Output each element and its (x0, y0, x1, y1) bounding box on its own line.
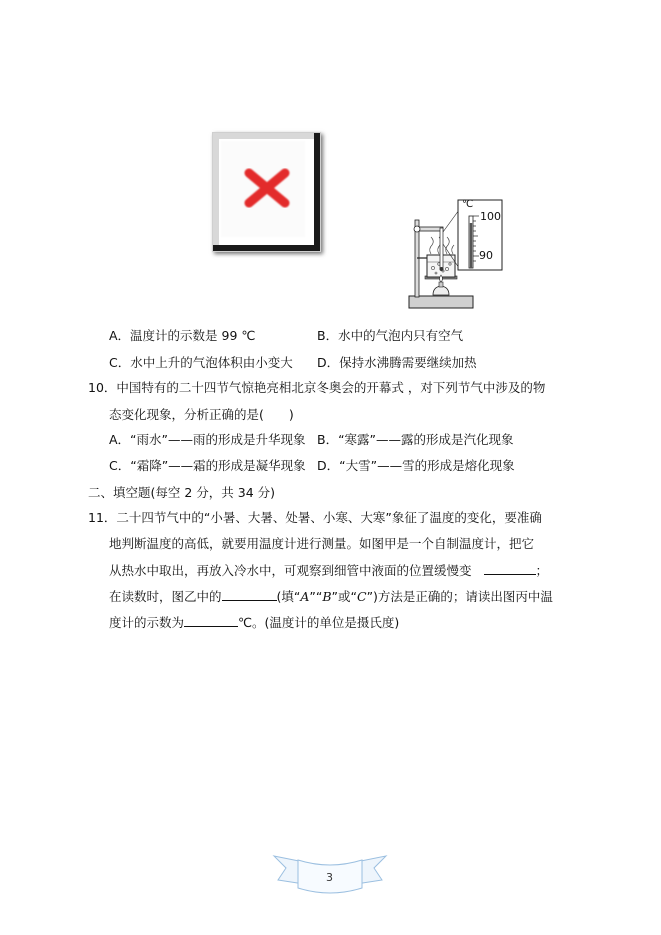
q10-option-c: C．“霜降”——霜的形成是凝华现象 (109, 458, 306, 473)
q11-line4 (109, 587, 553, 606)
thermometer-unit-label: ℃ (462, 199, 474, 210)
answer-blank-2[interactable] (222, 587, 277, 601)
red-x-icon (243, 168, 291, 208)
q11-line2: 地判断温度的高低，就要用温度计进行测量。如图甲是一个自制温度计，把它 (109, 536, 535, 551)
section-heading-fill-in: 二、填空题(每空 2 分，共 34 分) (88, 485, 276, 500)
q11-line4-text: 在读数时，图乙中的 (109, 589, 222, 604)
q10-option-d: D．“大雪”——雪的形成是熔化现象 (317, 458, 515, 473)
page-number: 3 (326, 871, 333, 884)
answer-blank-1[interactable] (484, 561, 536, 575)
q10-stem-line1: 10．中国特有的二十四节气惊艳亮相北京冬奥会的开幕式 ，对下列节气中涉及的物 (88, 380, 546, 395)
q11-line5-post: ℃。(温度计的单位是摄氏度) (238, 615, 400, 630)
answer-blank-3[interactable] (184, 613, 238, 627)
option-letter-a: A (300, 589, 310, 604)
q10-stem-line2: 态变化现象，分析正确的是( ) (109, 407, 294, 422)
q9-option-a: A．温度计的示数是 99 ℃ (109, 328, 256, 343)
broken-image-placeholder (212, 132, 321, 252)
q11-line3-text: 从热水中取出，再放入冷水中，可观察到细管中液面的位置缓慢变 (109, 563, 472, 578)
q11-line3 (109, 561, 548, 580)
q9-option-b: B．水中的气泡内只有空气 (317, 328, 464, 343)
thermometer-tick-100: 100 (480, 210, 501, 223)
q11-line4-post: ”)方法是正确的；请读出图丙中温 (366, 589, 553, 604)
q11-line3-punct: ； (535, 563, 549, 578)
option-letter-b: B (322, 589, 332, 604)
q11-line5 (109, 613, 399, 632)
q11-line4-mid: (填“ (276, 589, 301, 604)
q10-option-a: A．“雨水”——雨的形成是升华现象 (109, 432, 306, 447)
q9-option-d: D．保持水沸腾需要继续加热 (317, 355, 477, 370)
quote-separator: ”或“ (331, 589, 357, 604)
quote-separator: ”“ (309, 589, 323, 604)
q9-option-c: C．水中上升的气泡体积由小变大 (109, 355, 293, 370)
q11-line1: 11．二十四节气中的“小暑、大暑、处暑、小寒、大寒”象征了温度的变化，要准确 (88, 510, 542, 525)
q10-option-b: B．“寒露”——露的形成是汽化现象 (317, 432, 514, 447)
option-letter-c: C (357, 589, 367, 604)
thermometer-tick-90: 90 (479, 249, 493, 262)
q11-line5-text: 度计的示数为 (109, 615, 185, 630)
